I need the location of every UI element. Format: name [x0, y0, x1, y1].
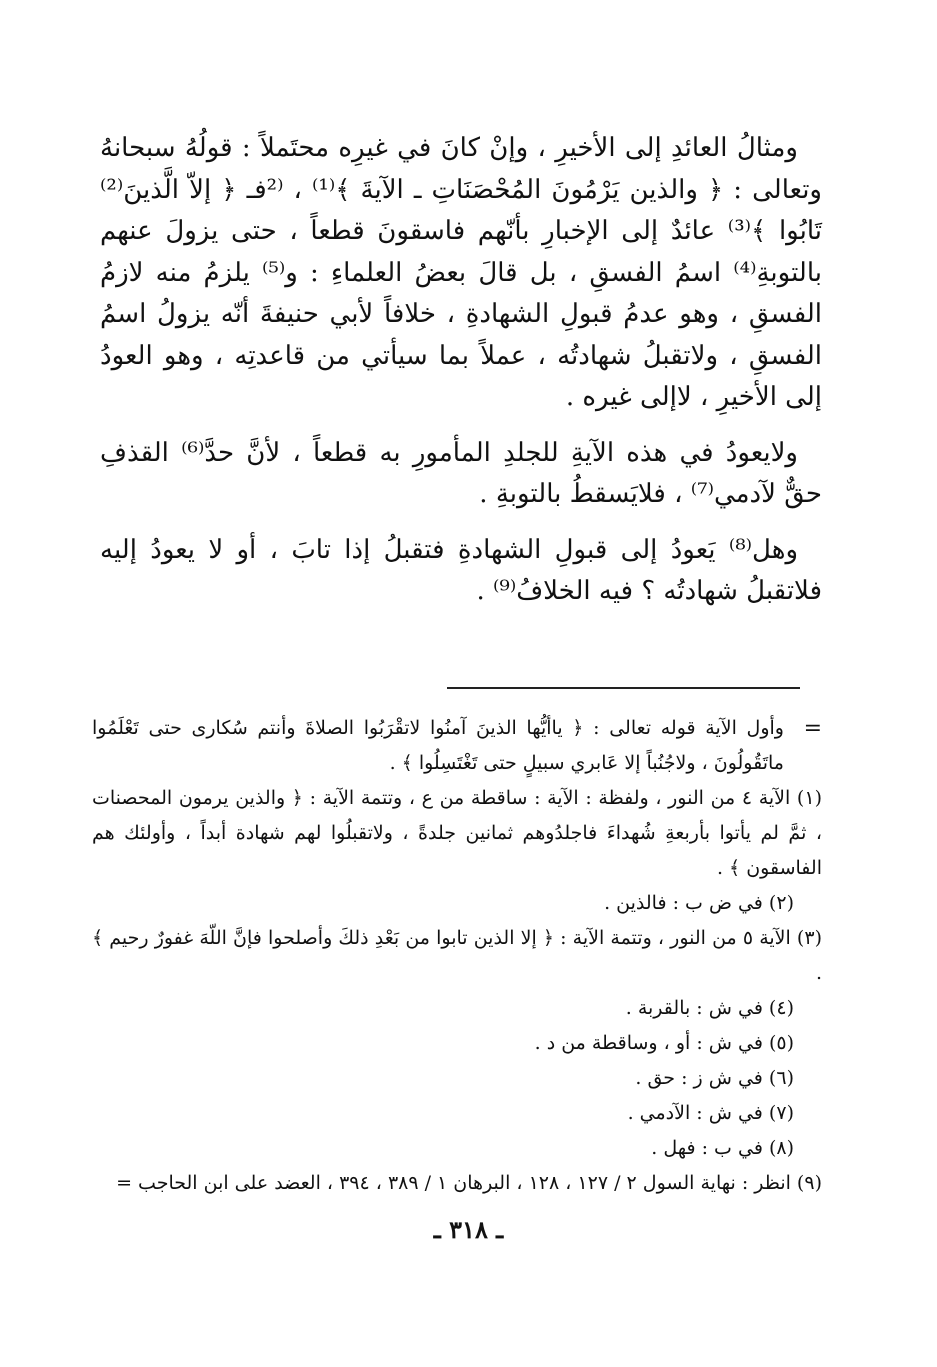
paragraph-3: وهل⁽⁸⁾ يَعودُ إلى قبولِ الشهادةِ فتقبلُ إذا تابَ ، أو لا يعودُ إليه فلاتقبلُ شهادتُه ؟ فيه الخلافُ⁽⁹⁾ . — [100, 534, 822, 606]
footnotes — [92, 711, 822, 1201]
footnote-2: (٢) في ض ب : فالذين . — [604, 892, 794, 914]
continuation-mark: = — [803, 716, 822, 741]
continuation-text: وأول الآية قوله تعالى : ﴿ ياأيُّها الذينَ آمنُوا لاتقْرَبُوا الصلاةَ وأنتم سُكارى حتى تَعْلَمُوا ماتَقُولُونَ ، ولاجُنُباً إلا عَابري سبيلٍ حتى تَغْتَسِلُوا ﴾ . — [92, 717, 784, 774]
footnote-3: (٣) الآية ٥ من النور ، وتتمة الآية : ﴿ إلا الذين تابوا من بَعْدِ ذلكَ وأصلحوا فإنَّ اللّهَ غفورٌ رحيم ﴾ . — [92, 927, 822, 984]
footnote-6: (٦) في ش ز : حق . — [635, 1067, 794, 1089]
footnote-4: (٤) في ش : بالقربة . — [625, 997, 794, 1019]
paragraph-1: ومثالُ العائدِ إلى الأخيرِ ، وإنْ كانَ في غيرِه محتَملاً : قولُهُ سبحانهُ وتعالى : ﴿ والذين يَرْمُونَ المُحْصَنَاتِ ـ الآيةَ ﴾⁽¹⁾ ، ⁽²فـ ﴿ إلاّ الَّذينَ⁽²⁾ تَابُوا ﴾⁽³⁾ عائدٌ إلى الإخبارِ بأنّهم فاسقونَ قطعاً ، حتى يزولَ عنهم بالتوبةِ⁽⁴⁾ اسمُ الفسقِ ، بل قالَ بعضُ العلماءِ : و⁽⁵⁾ يلزمُ منه لازمُ الفسقِ ، وهو عدمُ قبولِ الشهادةِ ، خلافاً لأبي حنيفةَ أنّه يزولُ اسمُ الفسقِ ، ولاتقبلُ شهادتُه ، عملاً بما سيأتي من قاعدتِه ، وهو العودُ إلى الأخيرِ ، لاإلى غيره . — [100, 133, 822, 412]
paragraph-2: ولايعودُ في هذه الآيةِ للجلدِ المأمورِ به قطعاً ، لأنَّ حدَّ⁽⁶⁾ القذفِ حقٌّ لآدمي⁽⁷⁾ ، فلايَسقطُ بالتوبةِ . — [100, 437, 822, 509]
page-number: ـ ٣١٨ ـ — [433, 1215, 504, 1244]
footnote-continuation — [92, 711, 822, 781]
footnote-7: (٧) في ش : الآدمي . — [627, 1102, 794, 1124]
footnote-9: (٩) انظر : نهاية السول ٢ / ١٢٧ ، ١٢٨ ، البرهان ١ / ٣٨٩ ، ٣٩٤ ، العضد على ابن الحاجب = — [116, 1172, 822, 1194]
footnote-5: (٥) في ش : أو ، وساقطة من د . — [534, 1032, 794, 1054]
footnote-separator — [447, 687, 800, 689]
footnote-8: (٨) في ب : فهل . — [651, 1137, 794, 1159]
main-text — [100, 128, 822, 627]
footnote-1: (١) الآية ٤ من النور ، ولفظة : الآية : ساقطة من ع ، وتتمة الآية : ﴿ والذين يرمون المحصنات ، ثمَّ لم يأتوا بأربعةِ شُهداءَ فاجلدُوهم ثمانين جلدةً ، ولاتقبلُوا لهم شهادة أبداً ، وأولئك هم الفاسقون ﴾ . — [92, 787, 822, 879]
